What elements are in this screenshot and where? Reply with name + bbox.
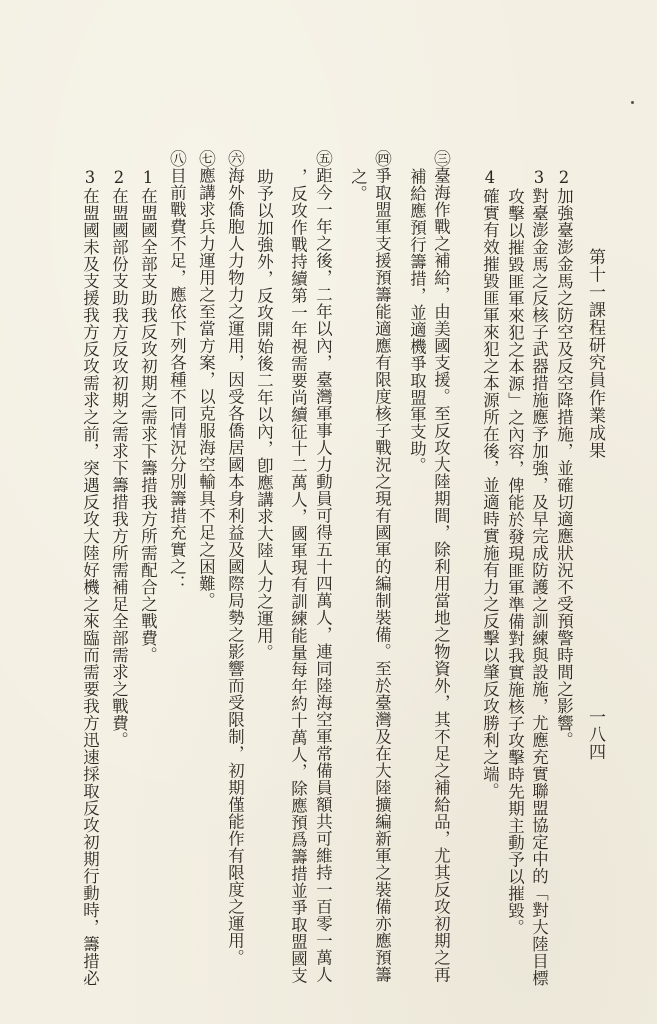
body-line: ㊆應講求兵力運用之至當方案，以克服海空輸具不足之困難。	[196, 150, 216, 609]
body-line: 補給應預行籌措，並適機爭取盟軍支助。	[407, 168, 427, 474]
ink-speck	[631, 101, 634, 104]
body-line: 3對臺澎金馬之反核子武器措施應予加強，及早完成防護之訓練與設施，尤應充實聯盟協定中的「對大陸目標	[529, 168, 549, 987]
body-line: 之。	[348, 168, 368, 202]
running-title: 第十一課程研究員作業成果	[585, 248, 605, 460]
body-line: 1在盟國全部支助我反攻初期之需求下籌措我方所需配合之戰費。	[138, 168, 158, 664]
body-line: ，反攻作戰持續第一年視需要尚續征十二萬人，國軍現有訓練能量每年約十萬人，除應預爲籌措並爭取盟國支	[288, 168, 308, 984]
body-line: 2在盟國部份支助我方反攻初期之需求下籌措我方所需補足全部需求之戰費。	[109, 168, 129, 749]
body-line: ㊂臺海作戰之補給，由美國支援。至反攻大陸期間，除利用當地之物資外，其不足之補給品，尤其反攻初期之再	[431, 150, 451, 983]
page-number: 一八四	[585, 708, 605, 761]
body-line: ㊄距今一年之後，二年以內，臺灣軍事人力動員可得五十四萬人，連同陸海空軍常備員額共可維持一百零一萬人	[313, 150, 333, 983]
body-line: ㊃爭取盟軍支援預籌能適應有限度核子戰況之現有國軍的編制裝備。至於臺灣及在大陸擴編新軍之裝備亦應預籌	[372, 150, 392, 983]
body-line: 2加強臺澎金馬之防空及反空降措施，並確切適應狀況不受預警時間之影響。	[554, 168, 574, 749]
body-line: 助予以加強外，反攻開始後二年以內，卽應講求大陸人力之運用。	[254, 168, 274, 661]
body-line: 攻擊以摧毀匪軍來犯之本源」之內容，俾能於發現匪軍準備對我實施核子攻擊時先期主動予以摧毀。	[505, 188, 525, 936]
body-line: ㊅海外僑胞人力物力之運用，因受各僑居國本身利益及國際局勢之影響而受限制，初期僅能作有限度之運用。	[225, 150, 245, 966]
body-line: ㊇目前戰費不足，應依下列各種不同情況分別籌措充實之：	[167, 150, 187, 592]
body-line: 3在盟國未及支援我方反攻需求之前，突遇反攻大陸好機之來臨而需要我方迅速採取反攻初期行動時，籌措必	[80, 168, 100, 987]
body-line: 4確實有效摧毀匪軍來犯之本源所在後，並適時實施有力之反擊以肇反攻勝利之端。	[480, 168, 500, 800]
